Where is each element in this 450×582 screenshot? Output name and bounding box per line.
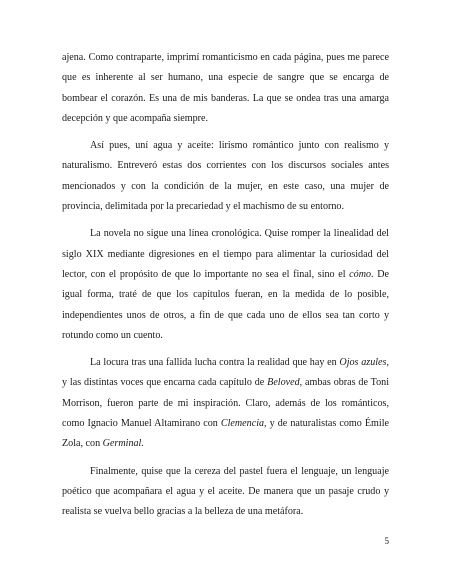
italic-clemencia: Clemencia: [220, 418, 265, 430]
paragraph-1-text: ajena. Como contraparte, imprimí romanticismo en cada página, pues me parece que es inherente al ser humano, una especie de sangre que se encarga de bombear el corazón. Es una de mis banderas. La que se ondea tras una amarga decepción y que acompaña siempre.: [62, 52, 389, 124]
paragraph-4-text-d: , y de naturalistas como Émile Zola, con: [62, 418, 389, 450]
paragraph-4-text-a: La locura tras una fallida lucha contra la realidad que hay en: [90, 357, 340, 369]
paragraph-3-text-a: La novela no sigue una línea cronológica. Quise romper la linealidad del siglo XIX mediante digresiones en el tiempo para alimentar la curiosidad del lector, con el propósito de que lo importante no sea el final, sino el: [62, 228, 389, 280]
paragraph-3-text-b: . De igual forma, traté de que los capítulos fueran, en la medida de lo posible, independientes unos de otros, a fin de que cada uno de ellos sea tan corto y rotundo como un cuento.: [62, 268, 389, 341]
italic-germinal: Germinal.: [102, 438, 144, 450]
paragraph-4-text-b: y las distintas voces que encarna cada capítulo de: [62, 377, 268, 389]
paragraph-2: [62, 136, 389, 217]
paragraph-4-text-c: ambas obras de Toni Morrison, fueron parte de mi inspiración. Claro, además de los románticos, como Ignacio Manuel Altamirano con: [62, 377, 389, 430]
italic-ojos-azules: Ojos azules,: [339, 357, 389, 369]
body-text: [62, 48, 389, 530]
paragraph-3: [62, 224, 389, 346]
italic-beloved: Beloved,: [267, 377, 303, 389]
paragraph-4: [62, 353, 389, 454]
italic-como: cómo: [349, 268, 372, 280]
paragraph-5-text: Finalmente, quise que la cereza del pastel fuera el lenguaje, un lenguaje poético que acompañara el agua y el aceite. De manera que un pasaje crudo y realista se vuelva bello gracias a la belleza de una metáfora.: [62, 465, 389, 518]
paragraph-1: [62, 48, 389, 129]
page-number: 5: [384, 536, 389, 546]
paragraph-5: [62, 462, 389, 523]
paragraph-2-text: Así pues, uní agua y aceite: lirismo romántico junto con realismo y naturalismo. Entreveró estas dos corrientes con los discursos sociales antes mencionados y con la condición de la mujer, en este caso, una mujer de provincia, delimitada por la precariedad y el machismo de su entorno.: [62, 140, 389, 213]
